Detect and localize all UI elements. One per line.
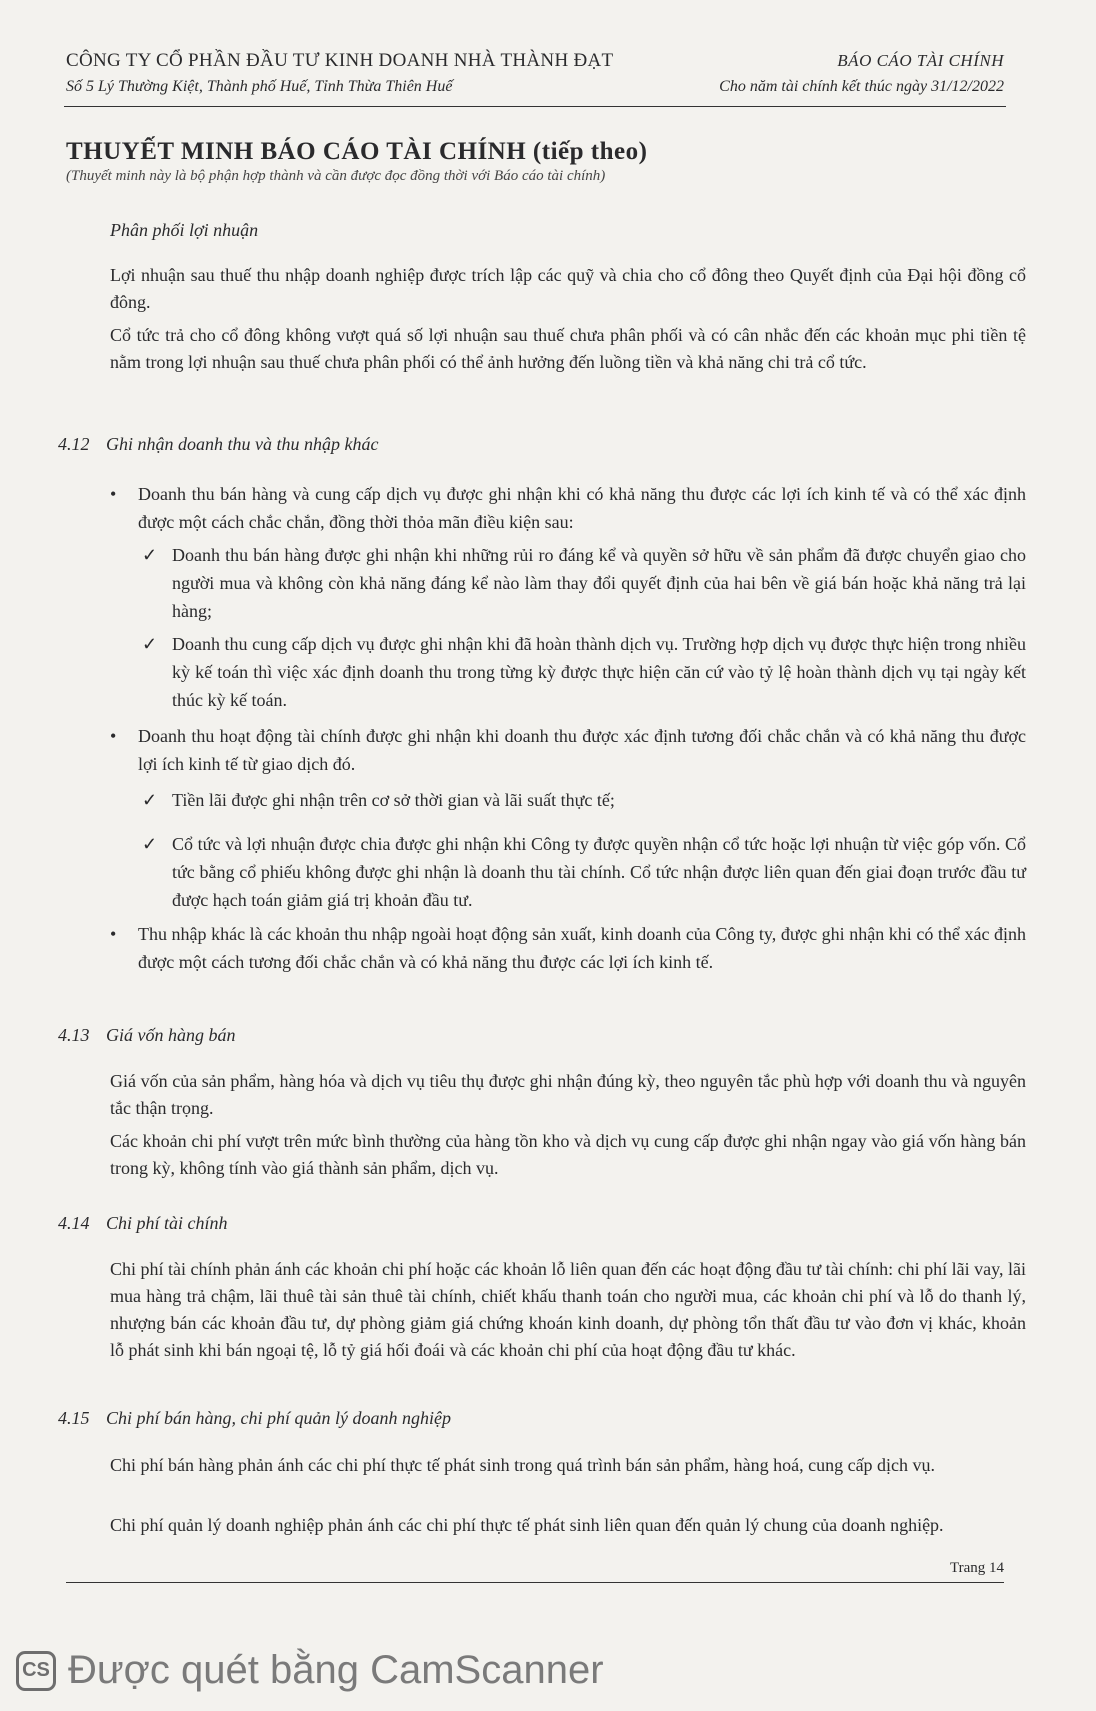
section-title: Chi phí bán hàng, chi phí quản lý doanh nghiệp [106,1408,451,1428]
header-divider [64,106,1006,107]
section-4-13-heading [58,1025,236,1046]
profit-paragraph-1: Lợi nhuận sau thuế thu nhập doanh nghiệp được trích lập các quỹ và chia cho cổ đông theo Quyết định của Đại hội đồng cổ đông. [110,265,1026,312]
camscanner-text: Được quét bằng CamScanner [68,1648,604,1692]
section-4-14-heading [58,1213,228,1234]
finance-cost-paragraph: Chi phí tài chính phản ánh các khoản chi phí hoặc các khoản lỗ liên quan đến các hoạt động đầu tư tài chính: chi phí lãi vay, lãi mua hàng trả chậm, lãi thuê tài sản thuê tài chính, chiết khấu thanh toán cho người mua, các khoản chi phí và lỗ do thanh lý, nhượng bán các khoản đầu tư, dự phòng giảm giá chứng khoán kinh doanh, dự phòng tổn thất đầu tư vào đơn vị khác, khoản lỗ phát sinh khi bán ngoại tệ, lỗ tỷ giá hối đoái và các khoản chi phí của hoạt động đầu tư khác. [110,1259,1026,1360]
revenue-check-1: ✓ Doanh thu bán hàng được ghi nhận khi những rủi ro đáng kể và quyền sở hữu về sản phẩm đã được chuyển giao cho người mua và không còn khả năng đáng kể nào làm thay đổi quyết định của hai bên về giá bán hoặc khả năng trả lại hàng; [140,541,1026,625]
bullet-icon: • [110,484,117,504]
page-number: Trang 14 [949,1560,1004,1576]
revenue-check-4: ✓ Cổ tức và lợi nhuận được chia được ghi nhận khi Công ty được quyền nhận cổ tức hoặc lợi nhuận từ việc góp vốn. Cổ tức bằng cổ phiếu không được ghi nhận là doanh thu tài chính. Cổ tức nhận được liên quan đến giai đoạn trước đầu tư được hạch toán giảm giá trị khoản đầu tư. [140,830,1026,914]
header-bottom-row [66,78,1004,96]
section-title: Chi phí tài chính [106,1213,228,1233]
section-number: 4.14 [58,1213,90,1233]
header-top-row [66,50,1004,72]
section-title: Giá vốn hàng bán [106,1025,236,1045]
cogs-paragraph-1: Giá vốn của sản phẩm, hàng hóa và dịch vụ tiêu thụ được ghi nhận đúng kỳ, theo nguyên tắc phù hợp với doanh thu và nguyên tắc thận trọng. [110,1071,1026,1118]
checkmark-icon: ✓ [142,545,158,565]
checkmark-icon: ✓ [142,790,158,810]
report-period: Cho năm tài chính kết thúc ngày 31/12/2022 [719,78,1004,95]
checkmark-icon: ✓ [142,834,158,854]
footer-divider [66,1582,1004,1583]
admin-cost-paragraph: Chi phí quản lý doanh nghiệp phản ánh các chi phí thực tế phát sinh liên quan đến quản lý chung của doanh nghiệp. [110,1515,944,1535]
selling-cost-paragraph: Chi phí bán hàng phản ánh các chi phí thực tế phát sinh trong quá trình bán sản phẩm, hàng hoá, cung cấp dịch vụ. [110,1455,936,1475]
camscanner-logo-icon: CS [16,1651,56,1691]
page-subtitle: (Thuyết minh này là bộ phận hợp thành và cần được đọc đồng thời với Báo cáo tài chính) [66,168,606,184]
section-title: Ghi nhận doanh thu và thu nhập khác [106,434,379,454]
revenue-bullet-2: • Doanh thu hoạt động tài chính được ghi nhận khi doanh thu được xác định tương đối chắc chắn và có khả năng thu được lợi ích kinh tế từ giao dịch đó. [108,722,1026,778]
report-type: BÁO CÁO TÀI CHÍNH [837,51,1004,70]
revenue-bullet-3: • Thu nhập khác là các khoản thu nhập ngoài hoạt động sản xuất, kinh doanh của Công ty, được ghi nhận khi có thể xác định được một cách tương đối chắc chắn và có khả năng thu được các lợi ích kinh tế. [108,920,1026,976]
section-number: 4.13 [58,1025,90,1045]
revenue-check-2: ✓ Doanh thu cung cấp dịch vụ được ghi nhận khi đã hoàn thành dịch vụ. Trường hợp dịch vụ được thực hiện trong nhiều kỳ kế toán thì việc xác định doanh thu trong từng kỳ được thực hiện căn cứ vào tỷ lệ hoàn thành dịch vụ tại ngày kết thúc kỳ kế toán. [140,630,1026,714]
cogs-paragraph-2: Các khoản chi phí vượt trên mức bình thường của hàng tồn kho và dịch vụ cung cấp được ghi nhận ngay vào giá vốn hàng bán trong kỳ, không tính vào giá thành sản phẩm, dịch vụ. [110,1131,1026,1178]
bullet-icon: • [110,924,117,944]
company-address: Số 5 Lý Thường Kiệt, Thành phố Huế, Tỉnh Thừa Thiên Huế [66,78,453,95]
revenue-bullet-1: • Doanh thu bán hàng và cung cấp dịch vụ được ghi nhận khi có khả năng thu được các lợi ích kinh tế và có thể xác định được một cách chắc chắn, đồng thời thỏa mãn điều kiện sau: [108,480,1026,536]
section-4-15-heading [58,1408,451,1429]
section-number: 4.15 [58,1408,90,1428]
section-4-12-heading [58,434,378,455]
profit-paragraph-2: Cổ tức trả cho cổ đông không vượt quá số lợi nhuận sau thuế chưa phân phối và có cân nhắc đến các khoản mục phi tiền tệ nằm trong lợi nhuận sau thuế chưa phân phối có thể ảnh hưởng đến luồng tiền và khả năng chi trả cổ tức. [110,325,1026,372]
company-name: CÔNG TY CỔ PHẦN ĐẦU TƯ KINH DOANH NHÀ THÀNH ĐẠT [66,50,614,71]
revenue-check-3: ✓ Tiền lãi được ghi nhận trên cơ sở thời gian và lãi suất thực tế; [140,786,1026,814]
page-title: THUYẾT MINH BÁO CÁO TÀI CHÍNH (tiếp theo) [66,138,648,165]
camscanner-watermark [16,1648,604,1693]
bullet-icon: • [110,726,117,746]
checkmark-icon: ✓ [142,634,158,654]
profit-heading: Phân phối lợi nhuận [110,220,259,240]
section-number: 4.12 [58,434,90,454]
